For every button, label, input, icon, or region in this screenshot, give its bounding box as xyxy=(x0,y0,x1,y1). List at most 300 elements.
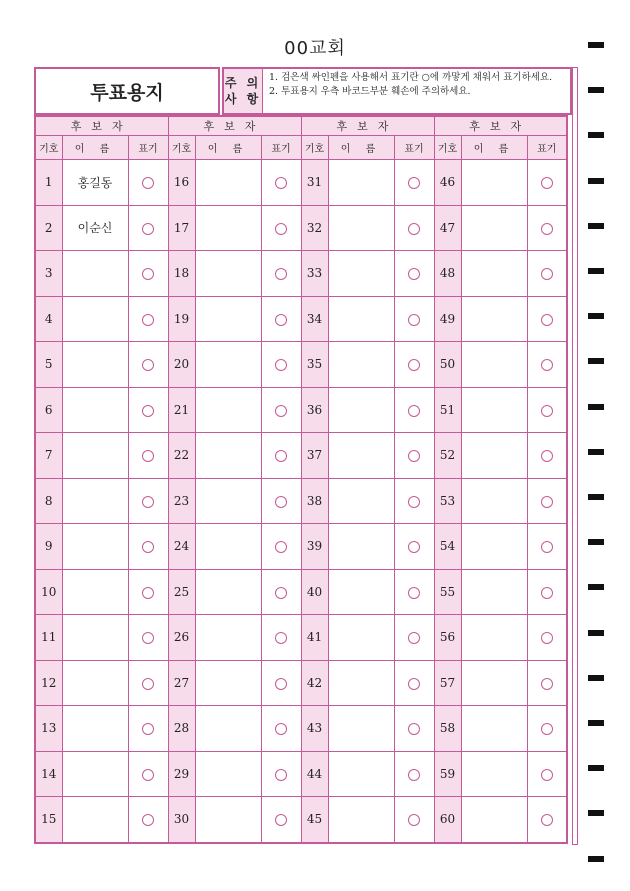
candidate-number: 56 xyxy=(434,615,461,661)
mark-cell[interactable] xyxy=(261,751,301,797)
number-header: 기호 xyxy=(301,136,328,160)
mark-cell[interactable] xyxy=(527,706,567,752)
mark-circle-icon[interactable] xyxy=(275,405,287,417)
mark-circle-icon[interactable] xyxy=(541,769,553,781)
mark-header: 표기 xyxy=(394,136,434,160)
mark-circle-icon[interactable] xyxy=(408,496,420,508)
candidate-name xyxy=(461,751,527,797)
candidate-name xyxy=(62,706,128,752)
mark-circle-icon[interactable] xyxy=(541,541,553,553)
timing-mark xyxy=(588,675,604,681)
candidate-name xyxy=(195,296,261,342)
timing-mark xyxy=(588,720,604,726)
notice-label-line1: 주 의 xyxy=(224,76,262,90)
mark-cell[interactable] xyxy=(394,478,434,524)
mark-cell[interactable] xyxy=(394,251,434,297)
mark-circle-icon[interactable] xyxy=(541,405,553,417)
mark-circle-icon[interactable] xyxy=(541,632,553,644)
group-header-row xyxy=(35,116,567,136)
candidate-name xyxy=(328,342,394,388)
mark-cell[interactable] xyxy=(128,387,168,433)
candidate-name xyxy=(62,660,128,706)
mark-circle-icon[interactable] xyxy=(275,632,287,644)
candidate-name xyxy=(461,524,527,570)
candidate-number: 8 xyxy=(35,478,62,524)
mark-circle-icon[interactable] xyxy=(408,678,420,690)
candidate-name xyxy=(461,296,527,342)
candidate-name xyxy=(328,797,394,843)
mark-circle-icon[interactable] xyxy=(408,405,420,417)
mark-circle-icon[interactable] xyxy=(408,814,420,826)
candidate-name: 이순신 xyxy=(62,205,128,251)
mark-circle-icon[interactable] xyxy=(541,359,553,371)
candidate-number: 17 xyxy=(168,205,195,251)
candidate-name xyxy=(195,160,261,206)
number-header: 기호 xyxy=(434,136,461,160)
table-row xyxy=(35,615,567,661)
mark-circle-icon[interactable] xyxy=(408,223,420,235)
timing-mark xyxy=(588,856,604,862)
mark-circle-icon[interactable] xyxy=(142,769,154,781)
candidate-table xyxy=(34,115,568,844)
candidate-number: 34 xyxy=(301,296,328,342)
mark-circle-icon[interactable] xyxy=(142,177,154,189)
timing-mark xyxy=(588,810,604,816)
timing-mark xyxy=(588,404,604,410)
group-header: 후보자 xyxy=(434,116,567,136)
mark-cell[interactable] xyxy=(394,660,434,706)
candidate-number: 42 xyxy=(301,660,328,706)
candidate-number: 58 xyxy=(434,706,461,752)
candidate-name xyxy=(195,387,261,433)
mark-cell[interactable] xyxy=(128,524,168,570)
mark-circle-icon[interactable] xyxy=(541,723,553,735)
table-row xyxy=(35,342,567,388)
mark-cell[interactable] xyxy=(261,478,301,524)
mark-cell[interactable] xyxy=(128,342,168,388)
candidate-number: 60 xyxy=(434,797,461,843)
candidate-number: 4 xyxy=(35,296,62,342)
candidate-name xyxy=(328,205,394,251)
candidate-name xyxy=(328,478,394,524)
candidate-number: 21 xyxy=(168,387,195,433)
mark-cell[interactable] xyxy=(394,569,434,615)
ballot-label-box xyxy=(34,67,220,115)
mark-circle-icon[interactable] xyxy=(142,450,154,462)
mark-cell[interactable] xyxy=(527,569,567,615)
mark-cell[interactable] xyxy=(261,251,301,297)
mark-cell[interactable] xyxy=(128,706,168,752)
mark-cell[interactable] xyxy=(261,706,301,752)
candidate-number: 13 xyxy=(35,706,62,752)
timing-mark xyxy=(588,178,604,184)
mark-circle-icon[interactable] xyxy=(142,359,154,371)
table-row xyxy=(35,660,567,706)
number-header: 기호 xyxy=(35,136,62,160)
mark-circle-icon[interactable] xyxy=(408,177,420,189)
candidate-name xyxy=(195,433,261,479)
timing-mark xyxy=(588,358,604,364)
mark-circle-icon[interactable] xyxy=(275,814,287,826)
candidate-number: 52 xyxy=(434,433,461,479)
candidate-name xyxy=(461,433,527,479)
candidate-number: 44 xyxy=(301,751,328,797)
column-header-row xyxy=(35,136,567,160)
mark-cell[interactable] xyxy=(527,251,567,297)
table-row xyxy=(35,433,567,479)
church-title: 00교회 xyxy=(284,38,346,59)
candidate-number: 25 xyxy=(168,569,195,615)
mark-cell[interactable] xyxy=(527,205,567,251)
candidate-name xyxy=(461,615,527,661)
table-row xyxy=(35,251,567,297)
mark-cell[interactable] xyxy=(394,433,434,479)
mark-cell[interactable] xyxy=(527,615,567,661)
notice-line-1: 1. 검은색 싸인펜을 사용해서 표기란 ○에 까맣게 채워서 표기하세요. xyxy=(269,72,553,83)
mark-circle-icon[interactable] xyxy=(408,314,420,326)
table-row xyxy=(35,205,567,251)
mark-circle-icon[interactable] xyxy=(541,496,553,508)
table-row xyxy=(35,387,567,433)
barcode-rail xyxy=(572,67,578,845)
mark-cell[interactable] xyxy=(394,615,434,661)
mark-cell[interactable] xyxy=(394,342,434,388)
candidate-number: 40 xyxy=(301,569,328,615)
mark-circle-icon[interactable] xyxy=(408,632,420,644)
timing-mark xyxy=(588,223,604,229)
mark-circle-icon[interactable] xyxy=(142,587,154,599)
candidate-number: 28 xyxy=(168,706,195,752)
candidate-number: 51 xyxy=(434,387,461,433)
candidate-number: 47 xyxy=(434,205,461,251)
mark-circle-icon[interactable] xyxy=(541,177,553,189)
mark-circle-icon[interactable] xyxy=(408,450,420,462)
mark-cell[interactable] xyxy=(394,205,434,251)
candidate-name xyxy=(461,478,527,524)
mark-cell[interactable] xyxy=(261,797,301,843)
candidate-number: 26 xyxy=(168,615,195,661)
candidate-name xyxy=(328,160,394,206)
candidate-name xyxy=(195,751,261,797)
mark-circle-icon[interactable] xyxy=(541,314,553,326)
candidate-number: 16 xyxy=(168,160,195,206)
candidate-name xyxy=(328,433,394,479)
candidate-number: 39 xyxy=(301,524,328,570)
mark-circle-icon[interactable] xyxy=(408,769,420,781)
candidate-number: 9 xyxy=(35,524,62,570)
candidate-name xyxy=(195,205,261,251)
mark-cell[interactable] xyxy=(128,251,168,297)
mark-cell[interactable] xyxy=(261,296,301,342)
candidate-name xyxy=(195,797,261,843)
timing-mark xyxy=(588,313,604,319)
mark-circle-icon[interactable] xyxy=(142,541,154,553)
mark-circle-icon[interactable] xyxy=(142,814,154,826)
candidate-number: 36 xyxy=(301,387,328,433)
mark-circle-icon[interactable] xyxy=(408,268,420,280)
mark-cell[interactable] xyxy=(128,433,168,479)
candidate-number: 29 xyxy=(168,751,195,797)
mark-cell[interactable] xyxy=(128,478,168,524)
candidate-name xyxy=(461,569,527,615)
mark-header: 표기 xyxy=(527,136,567,160)
mark-circle-icon[interactable] xyxy=(142,223,154,235)
candidate-number: 15 xyxy=(35,797,62,843)
candidate-number: 48 xyxy=(434,251,461,297)
mark-cell[interactable] xyxy=(261,660,301,706)
candidate-number: 14 xyxy=(35,751,62,797)
candidate-name xyxy=(62,524,128,570)
mark-cell[interactable] xyxy=(527,797,567,843)
candidate-number: 57 xyxy=(434,660,461,706)
mark-circle-icon[interactable] xyxy=(541,268,553,280)
mark-circle-icon[interactable] xyxy=(275,587,287,599)
group-header: 후보자 xyxy=(35,116,168,136)
mark-cell[interactable] xyxy=(128,615,168,661)
mark-circle-icon[interactable] xyxy=(142,678,154,690)
mark-cell[interactable] xyxy=(261,433,301,479)
mark-header: 표기 xyxy=(261,136,301,160)
notice-label-line2: 사 항 xyxy=(224,92,262,106)
candidate-number: 54 xyxy=(434,524,461,570)
mark-circle-icon[interactable] xyxy=(275,678,287,690)
name-header: 이 름 xyxy=(328,136,394,160)
name-header: 이 름 xyxy=(62,136,128,160)
candidate-number: 59 xyxy=(434,751,461,797)
mark-circle-icon[interactable] xyxy=(541,678,553,690)
mark-cell[interactable] xyxy=(261,524,301,570)
mark-cell[interactable] xyxy=(261,569,301,615)
mark-circle-icon[interactable] xyxy=(275,268,287,280)
mark-cell[interactable] xyxy=(527,160,567,206)
mark-circle-icon[interactable] xyxy=(275,496,287,508)
candidate-number: 31 xyxy=(301,160,328,206)
mark-circle-icon[interactable] xyxy=(408,359,420,371)
mark-cell[interactable] xyxy=(128,660,168,706)
candidate-name xyxy=(328,251,394,297)
candidate-number: 46 xyxy=(434,160,461,206)
mark-circle-icon[interactable] xyxy=(275,769,287,781)
candidate-number: 35 xyxy=(301,342,328,388)
mark-cell[interactable] xyxy=(527,751,567,797)
candidate-number: 37 xyxy=(301,433,328,479)
mark-circle-icon[interactable] xyxy=(541,587,553,599)
table-row xyxy=(35,797,567,843)
candidate-number: 24 xyxy=(168,524,195,570)
mark-circle-icon[interactable] xyxy=(275,450,287,462)
mark-cell[interactable] xyxy=(128,296,168,342)
candidate-name xyxy=(195,342,261,388)
mark-cell[interactable] xyxy=(261,615,301,661)
mark-cell[interactable] xyxy=(128,797,168,843)
candidate-number: 55 xyxy=(434,569,461,615)
candidate-number: 32 xyxy=(301,205,328,251)
timing-mark xyxy=(588,584,604,590)
mark-circle-icon[interactable] xyxy=(275,223,287,235)
mark-cell[interactable] xyxy=(394,706,434,752)
candidate-number: 7 xyxy=(35,433,62,479)
candidate-number: 10 xyxy=(35,569,62,615)
mark-circle-icon[interactable] xyxy=(408,723,420,735)
mark-cell[interactable] xyxy=(527,478,567,524)
candidate-number: 6 xyxy=(35,387,62,433)
mark-cell[interactable] xyxy=(394,751,434,797)
candidate-name xyxy=(62,615,128,661)
candidate-number: 41 xyxy=(301,615,328,661)
candidate-name xyxy=(461,387,527,433)
mark-cell[interactable] xyxy=(394,387,434,433)
mark-cell[interactable] xyxy=(394,797,434,843)
timing-mark xyxy=(588,765,604,771)
mark-cell[interactable] xyxy=(261,342,301,388)
mark-cell[interactable] xyxy=(261,205,301,251)
candidate-name xyxy=(328,706,394,752)
group-header: 후보자 xyxy=(168,116,301,136)
candidate-name xyxy=(461,660,527,706)
mark-circle-icon[interactable] xyxy=(275,541,287,553)
timing-mark xyxy=(588,42,604,48)
table-row xyxy=(35,524,567,570)
mark-cell[interactable] xyxy=(527,342,567,388)
candidate-number: 33 xyxy=(301,251,328,297)
candidate-name xyxy=(195,615,261,661)
mark-circle-icon[interactable] xyxy=(541,223,553,235)
candidate-number: 2 xyxy=(35,205,62,251)
candidate-name xyxy=(328,660,394,706)
candidate-number: 50 xyxy=(434,342,461,388)
table-row xyxy=(35,296,567,342)
candidate-name xyxy=(62,342,128,388)
candidate-name xyxy=(461,160,527,206)
candidate-number: 3 xyxy=(35,251,62,297)
candidate-name xyxy=(62,751,128,797)
timing-mark xyxy=(588,539,604,545)
candidate-number: 19 xyxy=(168,296,195,342)
candidate-name xyxy=(461,205,527,251)
candidate-name: 홍길동 xyxy=(62,160,128,206)
mark-cell[interactable] xyxy=(394,524,434,570)
candidate-name xyxy=(195,251,261,297)
timing-mark xyxy=(588,630,604,636)
name-header: 이 름 xyxy=(195,136,261,160)
number-header: 기호 xyxy=(168,136,195,160)
mark-circle-icon[interactable] xyxy=(142,632,154,644)
mark-circle-icon[interactable] xyxy=(142,496,154,508)
mark-cell[interactable] xyxy=(527,387,567,433)
table-row xyxy=(35,569,567,615)
timing-mark xyxy=(588,132,604,138)
candidate-name xyxy=(461,342,527,388)
timing-mark xyxy=(588,494,604,500)
candidate-name xyxy=(62,478,128,524)
candidate-name xyxy=(328,569,394,615)
mark-cell[interactable] xyxy=(394,296,434,342)
candidate-name xyxy=(328,524,394,570)
mark-circle-icon[interactable] xyxy=(408,541,420,553)
candidate-number: 11 xyxy=(35,615,62,661)
mark-cell[interactable] xyxy=(128,160,168,206)
mark-cell[interactable] xyxy=(527,524,567,570)
candidate-name xyxy=(195,478,261,524)
table-row xyxy=(35,160,567,206)
ballot-label: 투표용지 xyxy=(90,81,164,104)
notice-label xyxy=(224,69,263,113)
candidate-name xyxy=(62,569,128,615)
mark-circle-icon[interactable] xyxy=(275,314,287,326)
candidate-number: 45 xyxy=(301,797,328,843)
candidate-number: 20 xyxy=(168,342,195,388)
mark-circle-icon[interactable] xyxy=(275,723,287,735)
candidate-number: 27 xyxy=(168,660,195,706)
candidate-name xyxy=(461,251,527,297)
candidate-name xyxy=(328,751,394,797)
candidate-name xyxy=(195,706,261,752)
timing-mark xyxy=(588,268,604,274)
timing-mark xyxy=(588,87,604,93)
candidate-number: 43 xyxy=(301,706,328,752)
mark-cell[interactable] xyxy=(527,660,567,706)
mark-cell[interactable] xyxy=(128,205,168,251)
candidate-name xyxy=(195,524,261,570)
candidate-name xyxy=(461,706,527,752)
notice-line-2: 2. 투표용지 우측 바코드부분 훼손에 주의하세요. xyxy=(269,85,471,97)
candidate-name xyxy=(62,251,128,297)
mark-circle-icon[interactable] xyxy=(142,723,154,735)
candidate-name xyxy=(62,797,128,843)
mark-circle-icon[interactable] xyxy=(275,177,287,189)
mark-circle-icon[interactable] xyxy=(142,268,154,280)
candidate-number: 22 xyxy=(168,433,195,479)
candidate-number: 38 xyxy=(301,478,328,524)
mark-circle-icon[interactable] xyxy=(275,359,287,371)
table-row xyxy=(35,751,567,797)
candidate-name xyxy=(328,615,394,661)
mark-circle-icon[interactable] xyxy=(541,814,553,826)
mark-circle-icon[interactable] xyxy=(142,405,154,417)
candidate-number: 12 xyxy=(35,660,62,706)
candidate-name xyxy=(62,433,128,479)
candidate-number: 30 xyxy=(168,797,195,843)
candidate-number: 49 xyxy=(434,296,461,342)
mark-header: 표기 xyxy=(128,136,168,160)
table-row xyxy=(35,706,567,752)
candidate-name xyxy=(195,569,261,615)
candidate-name xyxy=(461,797,527,843)
mark-cell[interactable] xyxy=(128,569,168,615)
mark-cell[interactable] xyxy=(128,751,168,797)
candidate-number: 23 xyxy=(168,478,195,524)
group-header: 후보자 xyxy=(301,116,434,136)
mark-circle-icon[interactable] xyxy=(541,450,553,462)
mark-circle-icon[interactable] xyxy=(408,587,420,599)
candidate-number: 18 xyxy=(168,251,195,297)
mark-cell[interactable] xyxy=(261,160,301,206)
mark-circle-icon[interactable] xyxy=(142,314,154,326)
candidate-name xyxy=(328,387,394,433)
candidate-number: 53 xyxy=(434,478,461,524)
timing-mark xyxy=(588,449,604,455)
candidate-name xyxy=(62,387,128,433)
candidate-number: 5 xyxy=(35,342,62,388)
candidate-name xyxy=(328,296,394,342)
mark-cell[interactable] xyxy=(527,433,567,479)
mark-cell[interactable] xyxy=(527,296,567,342)
mark-cell[interactable] xyxy=(394,160,434,206)
candidate-name xyxy=(195,660,261,706)
mark-cell[interactable] xyxy=(261,387,301,433)
candidate-number: 1 xyxy=(35,160,62,206)
notice-box xyxy=(222,67,572,115)
